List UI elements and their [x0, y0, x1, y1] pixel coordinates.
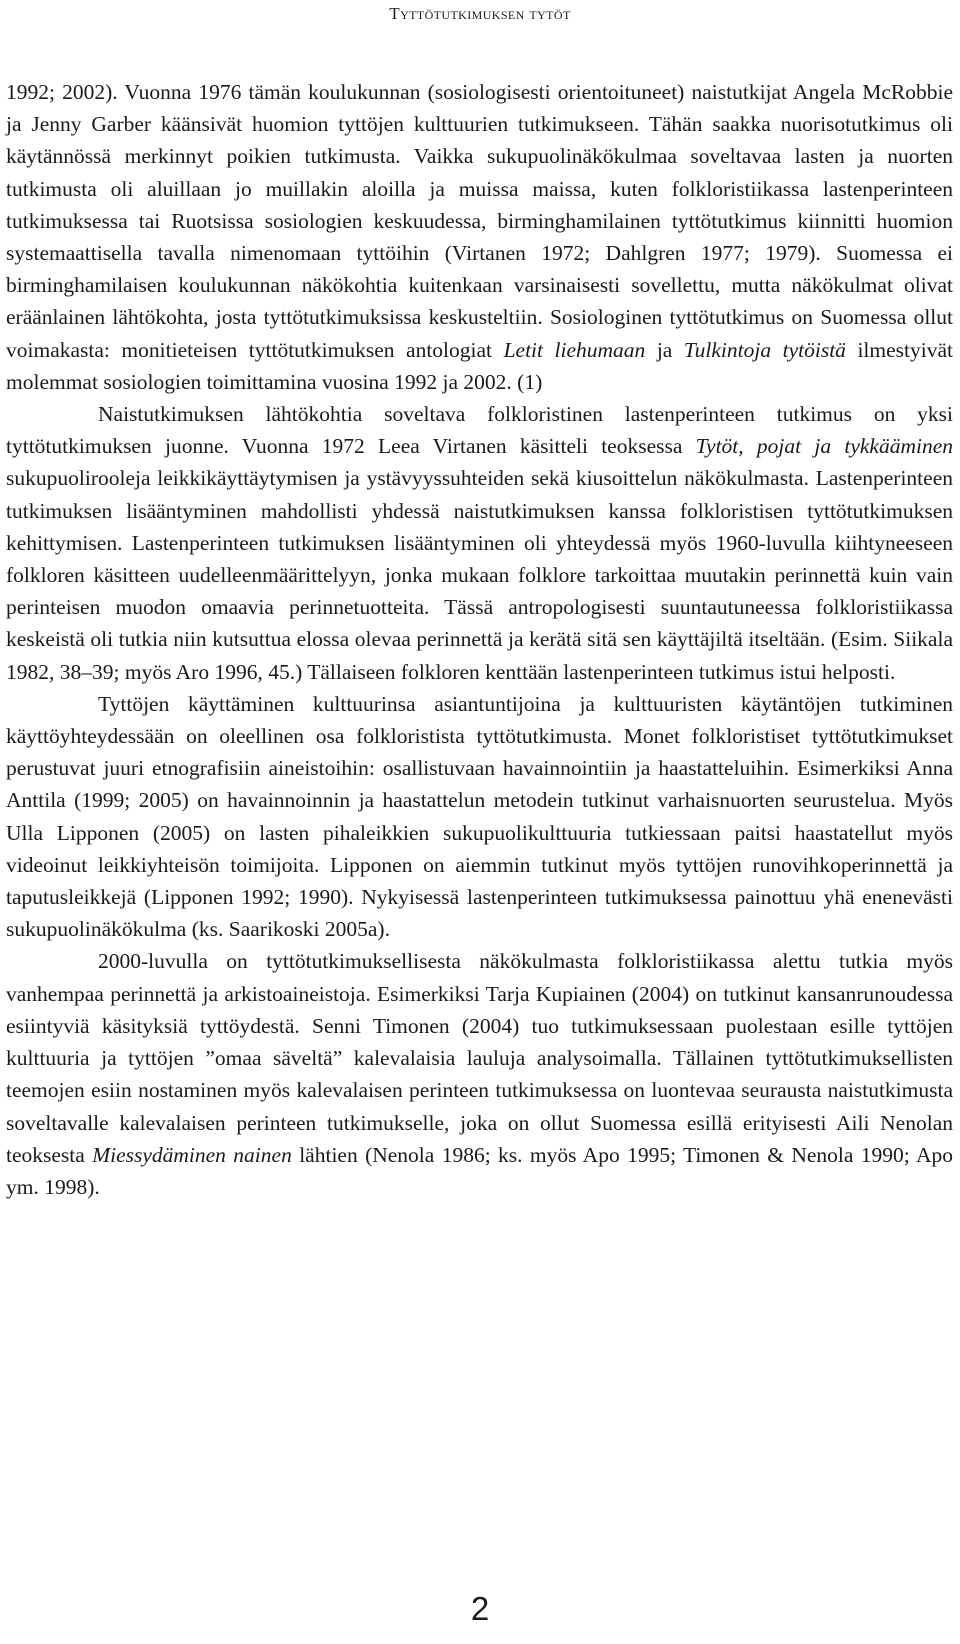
book-title: Letit liehumaan — [503, 337, 646, 362]
paragraph-text: lähtien (Nenola 1986; ks. myös Apo 1995; Timonen & Nenola 1990; Apo ym. 1998). — [6, 1142, 953, 1199]
running-header: Tyttötutkimuksen tytöt — [389, 4, 571, 23]
paragraph-text: ilmestyivät molemmat sosiologien toimittamina vuosina 1992 ja 2002. (1) — [6, 337, 953, 394]
paragraph-text: Naistutkimuksen lähtökohtia soveltava folkloristinen lastenperinteen tutkimus on yksi tyttötutkimuksen juonne. Vuonna 1972 Leea Virtanen käsitteli teoksessa — [6, 402, 953, 459]
book-title: Tulkintoja tytöistä — [683, 337, 846, 362]
book-title: Miessydäminen nainen — [92, 1142, 292, 1167]
paragraph — [6, 76, 953, 398]
book-title: Tytöt, pojat ja tykkääminen — [695, 434, 953, 459]
paragraph-text: 2000-luvulla on tyttötutkimuksellisesta näkökulmasta folkloristiikassa alettu tutkia myös vanhempaa perinnettä ja arkistoaineistoja. Esimerkiksi Tarja Kupiainen (2004) on tutkinut kansanrunoudessa esiintyviä käsityksiä tyttöydestä. Senni Timonen (2004) tuo tutkimuksessaan puolestaan esille tyttöjen kulttuuria ja tyttöjen ”omaa säveltä” kalevalaisia lauluja analysoimalla. Tällainen tyttötutkimuksellisten teemojen esiin nostaminen myös kalevalaisen perinteen tutkimuksessa on luontevaa seurausta naistutkimusta soveltavalle kalevalaisen perinteen tutkimukselle, joka on ollut Suomessa esillä erityisesti Aili Nenolan teoksesta — [6, 949, 953, 1167]
body-text — [6, 76, 953, 1203]
paragraph-text: sukupuolirooleja leikkikäyttäytymisen ja ystävyyssuhteiden sekä kiusoittelun näkökulmasta. Lastenperinteen tutkimuksen lisääntyminen mahdollisti yhdessä naistutkimuksen kanssa folkloristisen tyttötutkimuksen kehittymisen. Lastenperinteen tutkimuksen lisääntyminen oli yhteydessä myös 1960-luvulla kiihtyneeseen folkloren käsitteen uudelleenmäärittelyyn, jonka mukaan folklore tarkoittaa muutakin perinnettä kuin vain perinteisen muodon omaavia perinnetuotteita. Tässä antropologisesti suuntautuneessa folkloristiikassa keskeistä oli tutkia niin kutsuttua elossa olevaa perinnettä ja kerätä sitä sen käyttäjiltä itseltään. (Esim. Siikala 1982, 38–39; myös Aro 1996, 45.) Tällaiseen folkloren kenttään lastenperinteen tutkimus istui helposti. — [6, 466, 953, 684]
paragraph-text: ja — [645, 337, 684, 362]
page-number: 2 — [470, 1590, 490, 1627]
paragraph — [6, 945, 953, 1203]
paragraph — [6, 688, 953, 946]
paragraph-text: Tyttöjen käyttäminen kulttuurinsa asiantuntijoina ja kulttuuristen käytäntöjen tutkiminen käyttöyhteydessään on oleellinen osa folkloristista tyttötutkimusta. Monet folkloristiset tyttötutkimukset perustuvat juuri etnografisiin aineistoihin: osallistuvaan havainnointiin ja haastatteluihin. Esimerkiksi Anna Anttila (1999; 2005) on havainnoinnin ja haastattelun metodein tutkinut varhaisnuorten seurustelua. Myös Ulla Lipponen (2005) on lasten pihaleikkien sukupuolikulttuuria tutkiessaan paitsi haastatellut myös videoinut leikkiyhteisön toimijoita. Lipponen on aiemmin tutkinut myös tyttöjen runovihkoperinnettä ja taputusleikkejä (Lipponen 1992; 1990). Nykyisessä lastenperinteen tutkimuksessa painottuu yhä enenevästi sukupuolinäkökulma (ks. Saarikoski 2005a). — [6, 691, 953, 942]
paragraph-text: 1992; 2002). Vuonna 1976 tämän koulukunnan (sosiologisesti orientoituneet) naistutkijat Angela McRobbie ja Jenny Garber käänsivät huomion tyttöjen kulttuurien tutkimukseen. Tähän saakka nuorisotutkimus oli käytännössä merkinnyt poikien tutkimusta. Vaikka sukupuolinäkökulmaa soveltavaa lasten ja nuorten tutkimusta oli aluillaan jo muillakin aloilla ja muissa maissa, kuten folkloristiikassa lastenperinteen tutkimuksessa tai Ruotsissa sosiologien keskuudessa, birminghamilainen tyttötutkimus kiinnitti huomion systemaattisella tavalla nimenomaan tyttöihin (Virtanen 1972; Dahlgren 1977; 1979). Suomessa ei birminghamilaisen koulukunnan näkökohtia kuitenkaan varsinaisesti sovellettu, mutta näkökulmat olivat eräänlainen lähtökohta, josta tyttötutkimuksissa keskusteltiin. Sosiologinen tyttötutkimus on Suomessa ollut voimakasta: monitieteisen tyttötutkimuksen antologiat — [6, 80, 953, 362]
paragraph — [6, 398, 953, 688]
